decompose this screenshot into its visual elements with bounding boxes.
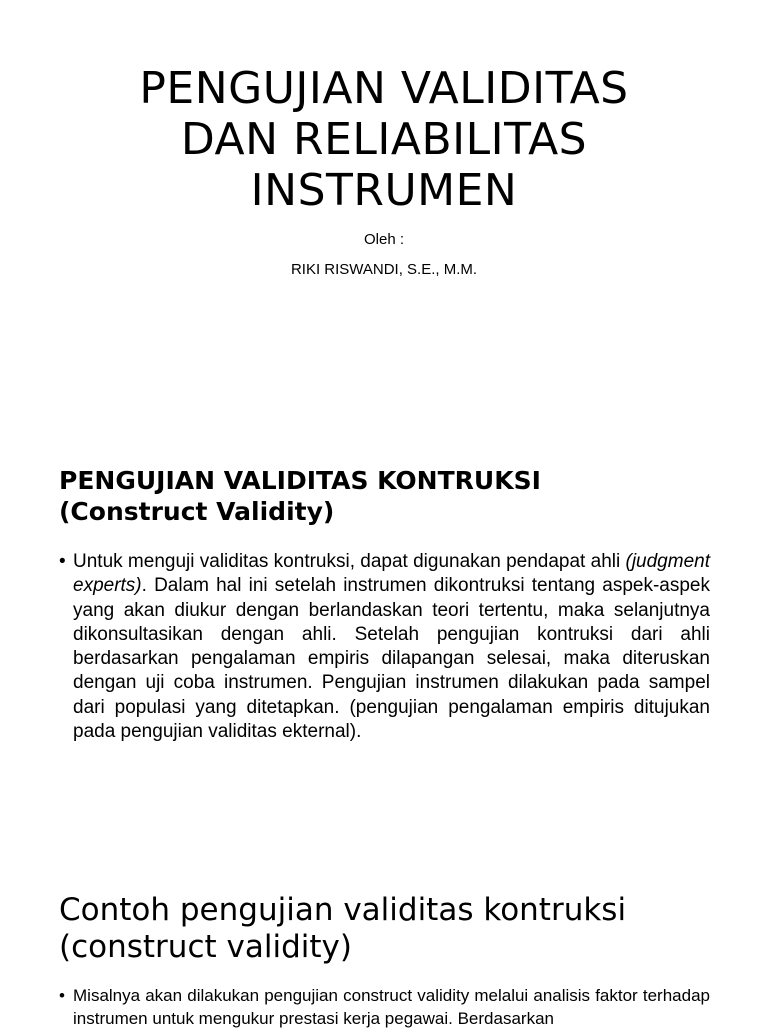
title-line-2: DAN RELIABILITAS xyxy=(180,114,588,165)
bullet-item xyxy=(59,984,710,1030)
bullet-dot: • xyxy=(59,986,65,1005)
bullet-text: Misalnya akan dilakukan pengujian construct validity melalui analisis faktor terhadap instrumen untuk mengukur prestasi kerja pegawai. Berdasarkan xyxy=(73,986,710,1028)
bullet-text-italic: (judgment experts) xyxy=(73,551,710,597)
title-line-1: PENGUJIAN VALIDITAS xyxy=(139,63,629,114)
construct-validity-slide xyxy=(0,432,768,864)
bullet-text xyxy=(73,550,710,744)
bullet-text-end: . Dalam hal ini setelah instrumen dikontruksi tentang aspek-aspek yang akan diukur dengan berlandaskan teori tertentu, maka selanjutnya dikonsultasikan dengan ahli. Setelah pengujian kontruksi dari ahli berdasarkan pengalaman empiris dilapangan selesai, maka diteruskan dengan uji coba instrumen. Pengujian instrumen dilakukan pada sampel dari populasi yang ditetapkan. (pengujian pengalaman empiris ditujukan pada pengujian validitas ekternal). xyxy=(73,575,710,743)
bullet-dot: • xyxy=(59,551,66,572)
heading-line-1: PENGUJIAN VALIDITAS KONTRUKSI xyxy=(59,466,541,495)
heading-line-2: (Construct Validity) xyxy=(59,497,335,526)
bullet-item xyxy=(59,550,710,744)
bullet-text-start: Untuk menguji validitas kontruksi, dapat digunakan pendapat ahli xyxy=(73,551,626,572)
heading-line-2: (construct validity) xyxy=(59,929,352,965)
heading-line-1: Contoh pengujian validitas kontruksi xyxy=(59,892,627,928)
slide-heading xyxy=(59,465,709,527)
oleh-label: Oleh : xyxy=(363,231,405,248)
title-line-3: INSTRUMEN xyxy=(250,165,518,216)
title-slide xyxy=(0,0,768,432)
construct-validity-example-slide xyxy=(0,864,768,1028)
author-name: RIKI RISWANDI, S.E., M.M. xyxy=(290,261,478,278)
presentation-title xyxy=(0,63,768,216)
slide-heading xyxy=(59,892,719,966)
